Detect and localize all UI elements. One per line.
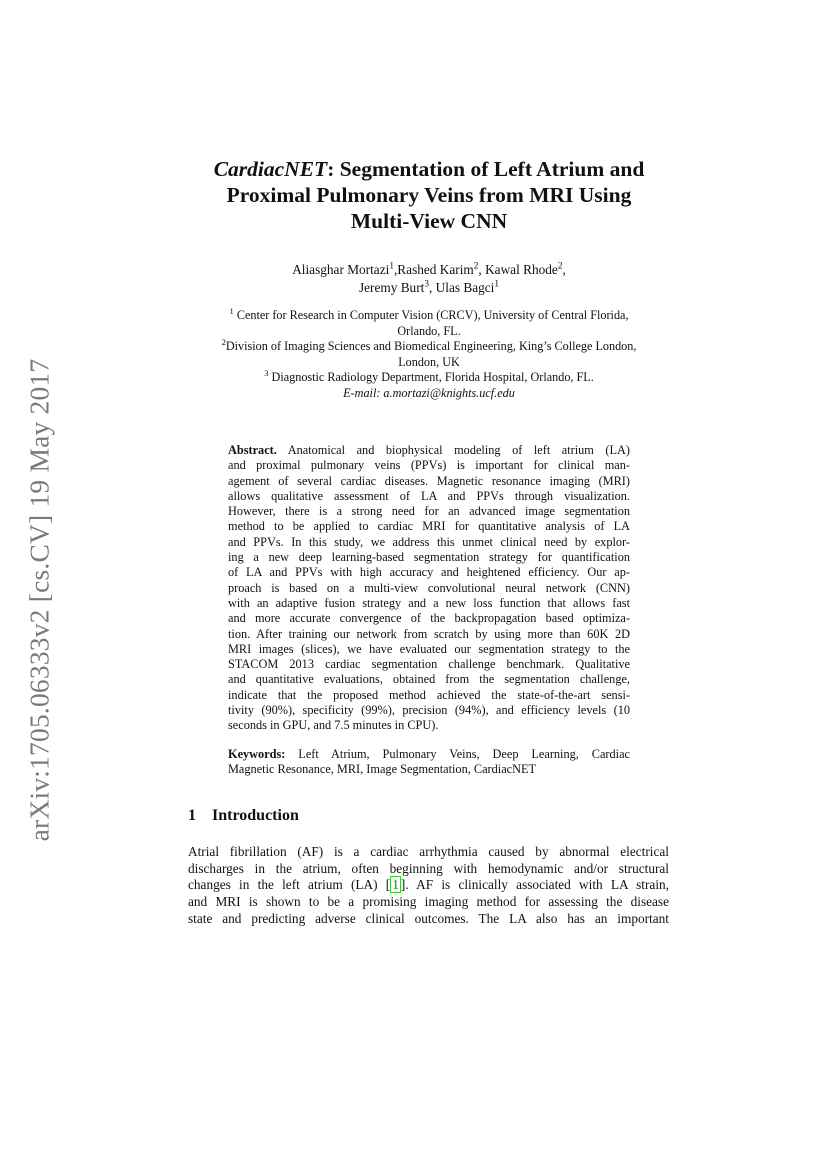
author-affil-mark: 2 [557,261,563,272]
abstract-line [228,581,630,596]
intro-line: discharges in the atrium, often beginning with hemodynamic and/or structural [188,860,669,876]
affiliation-line [140,305,718,324]
abstract-text: and quantitative evaluations, obtained from the segmentation challenge, [228,672,630,687]
affiliation-text: Center for Research in Computer Vision (CRCV), University of Central Florida, [233,308,629,322]
intro-line: state and predicting adverse clinical outcomes. The LA also has an important [188,910,669,926]
affiliation-line: Orlando, FL. [397,323,461,338]
title-line1-rest: : Segmentation of Left Atrium and [327,157,645,181]
arxiv-identifier-text: arXiv:1705.06333v2 [cs.CV] 19 May 2017 [23,358,54,842]
keywords-label: Keywords: [228,747,286,761]
author-name: Aliasghar Mortazi [292,262,390,277]
intro-line: and MRI is shown to be a promising imaging method for assessing the disease [188,894,669,910]
abstract-text: allows qualitative assessment of LA and PPVs through visualization. [228,488,630,503]
abstract-text: STACOM 2013 cardiac segmentation challenge benchmark. Qualitative [228,657,630,672]
keywords-line1: Left Atrium, Pulmonary Veins, Deep Learning, Cardiac [285,747,630,761]
abstract-line [228,627,630,642]
abstract-line [228,703,630,718]
author-separator: , [478,262,486,277]
abstract-text: seconds in GPU, and 7.5 minutes in CPU). [228,718,439,733]
contact-email: E-mail: a.mortazi@knights.ucf.edu [343,385,515,400]
abstract-line [228,688,630,703]
intro-text: changes in the left atrium (LA) [ [188,877,391,893]
abstract-text: However, there is a strong need for an advanced image segmentation [228,504,630,519]
abstract-line [228,657,630,672]
abstract-text: ing a new deep learning-based segmentation strategy for quantification [228,550,630,565]
abstract-text: with an adaptive fusion strategy and a new loss function that allows fast [228,595,630,610]
title-italic-part: CardiacNET [213,157,328,181]
abstract-line [228,642,630,657]
section-title: Introduction [212,807,299,824]
abstract-text: and more accurate convergence of the backpropagation based optimiza- [228,611,630,626]
affiliation-mark: 3 [264,367,269,378]
affiliation-text: Diagnostic Radiology Department, Florida Hospital, Orlando, FL. [268,370,594,384]
citation-link[interactable]: 1 [392,877,399,893]
keywords-line2: Magnetic Resonance, MRI, Image Segmentation, CardiacNET [228,762,537,777]
abstract-line [228,504,630,519]
abstract-text: method to be applied to cardiac MRI for quantitative analysis of LA [228,519,630,534]
affiliation-text: Division of Imaging Sciences and Biomedical Engineering, King’s College London, [225,339,637,353]
abstract-label: Abstract. [228,443,277,457]
abstract-text: and PPVs. In this study, we address this unmet clinical need by explor- [228,534,630,549]
abstract-line [228,672,630,687]
abstract-line [228,550,630,565]
author-name: Kawal Rhode [485,262,558,277]
abstract-text: agement of several cardiac diseases. Magnetic resonance imaging (MRI) [228,473,630,488]
affiliation-line [140,336,718,355]
author-affil-mark: 3 [424,279,429,290]
abstract-text: and proximal pulmonary veins (PPVs) is important for clinical man- [228,458,630,473]
title-line3: Multi-View CNN [350,209,508,233]
abstract-line [228,611,630,626]
abstract-text: indicate that the proposed method achieved the state-of-the-art sensi- [228,687,630,702]
abstract-text: of LA and PPVs with high accuracy and heightened efficiency. Our ap- [228,565,630,580]
author-separator: , [393,262,398,277]
abstract-line [228,596,630,611]
abstract-line [228,535,630,550]
affiliation-line [140,367,718,386]
author-affil-mark: 1 [494,279,500,290]
introduction-paragraph [188,844,669,928]
author-affil-mark: 2 [473,261,479,272]
author-line-1 [140,261,718,279]
abstract-text: MRI images (slices), we have evaluated our segmentation strategy to the [228,641,630,656]
intro-text: ]. AF is clinically associated with LA strain, [400,877,669,893]
abstract-line [228,474,630,489]
abstract-line [228,565,630,580]
abstract-line [228,443,630,458]
abstract [228,443,630,734]
author-name: Rashed Karim [397,262,474,277]
author-list [140,261,718,297]
paper-title [140,156,718,234]
affiliation-line: London, UK [398,354,460,369]
abstract-text: proach is based on a multi-view convolutional neural network (CNN) [228,580,630,595]
abstract-line [228,458,630,473]
section-heading-introduction [188,806,299,826]
keywords-block [228,747,630,778]
intro-line: Atrial fibrillation (AF) is a cardiac arrhythmia caused by abnormal electrical [188,844,669,859]
arxiv-identifier [22,355,56,845]
author-separator: , [562,262,566,277]
author-name: Ulas Bagci [435,280,495,295]
abstract-line [228,519,630,534]
title-line2: Proximal Pulmonary Veins from MRI Using [226,183,632,207]
section-number: 1 [188,807,196,824]
affiliation-mark: 1 [229,305,234,316]
author-line-2 [140,279,718,297]
abstract-line [228,489,630,504]
author-separator: , [429,280,436,295]
author-affil-mark: 1 [389,261,394,272]
author-name: Jeremy Burt [358,280,425,295]
abstract-line [228,718,630,733]
abstract-text: Anatomical and biophysical modeling of left atrium (LA) [276,443,630,457]
abstract-text: tion. After training our network from scratch by using more than 60K 2D [228,626,630,641]
intro-line [188,877,669,894]
affiliation-block [140,305,718,401]
affiliation-mark: 2 [221,336,226,347]
abstract-text: tivity (90%), specificity (99%), precision (94%), and efficiency levels (10 [228,703,630,718]
